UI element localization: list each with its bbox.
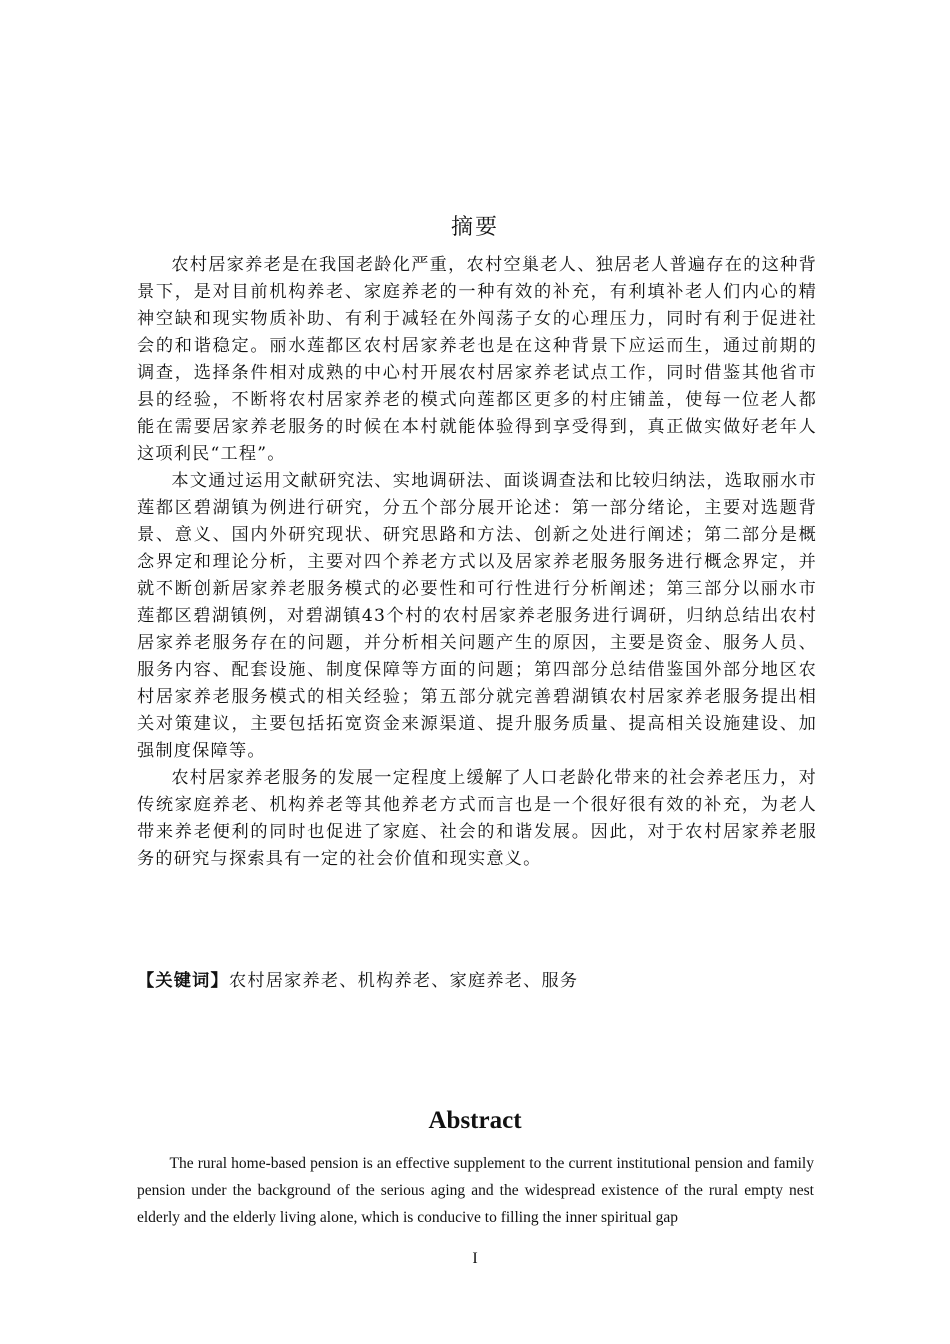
keywords-label: 【关键词】 (137, 971, 229, 991)
page-number: I (472, 1250, 478, 1267)
english-abstract-title: Abstract (428, 1107, 522, 1134)
chinese-abstract-title: 摘要 (450, 215, 499, 240)
chinese-abstract-body (137, 252, 817, 873)
keywords-text: 农村居家养老、机构养老、家庭养老、服务 (228, 971, 579, 991)
chinese-paragraph-1: 农村居家养老是在我国老龄化严重，农村空巢老人、独居老人普遍存在的这种背景下，是对目前机构养老、家庭养老的一种有效的补充，有利填补老人们内心的精神空缺和现实物质补助、有利于减轻在外闯荡子女的心理压力，同时有利于促进社会的和谐稳定。丽水莲都区农村居家养老也是在这种背景下应运而生，通过前期的调查，选择条件相对成熟的中心村开展农村居家养老试点工作，同时借鉴其他省市县的经验，不断将农村居家养老的模式向莲都区更多的村庄铺盖，使每一位老人都能在需要居家养老服务的时候在本村就能体验得到享受得到，真正做实做好老年人这项利民“工程”。 (137, 255, 817, 464)
chinese-paragraph-2: 本文通过运用文献研究法、实地调研法、面谈调查法和比较归纳法，选取丽水市莲都区碧湖镇为例进行研究，分五个部分展开论述：第一部分绪论，主要对选题背景、意义、国内外研究现状、研究思路和方法、创新之处进行阐述；第二部分是概念界定和理论分析，主要对四个养老方式以及居家养老服务服务进行概念界定，并就不断创新居家养老服务模式的必要性和可行性进行分析阐述；第三部分以丽水市莲都区碧湖镇例，对碧湖镇43个村的农村居家养老服务进行调研，归纳总结出农村居家养老服务存在的问题，并分析相关问题产生的原因，主要是资金、服务人员、服务内容、配套设施、制度保障等方面的问题；第四部分总结借鉴国外部分地区农村居家养老服务模式的相关经验；第五部分就完善碧湖镇农村居家养老服务提出相关对策建议，主要包括拓宽资金来源渠道、提升服务质量、提高相关设施建设、加强制度保障等。 (137, 471, 817, 761)
english-abstract-body (137, 1150, 814, 1231)
chinese-paragraph-3: 农村居家养老服务的发展一定程度上缓解了人口老龄化带来的社会养老压力，对传统家庭养老、机构养老等其他养老方式而言也是一个很好很有效的补充，为老人带来养老便利的同时也促进了家庭、社会的和谐发展。因此，对于农村居家养老服务的研究与探索具有一定的社会价值和现实意义。 (137, 768, 817, 869)
keywords-line (137, 966, 817, 991)
english-paragraph-1: The rural home-based pension is an effective supplement to the current institutional pension and family pension under the background of the serious aging and the widespread existence of the rural empty nest elderly and the elderly living alone, which is conducive to filling the inner spiritual gap (137, 1155, 814, 1226)
